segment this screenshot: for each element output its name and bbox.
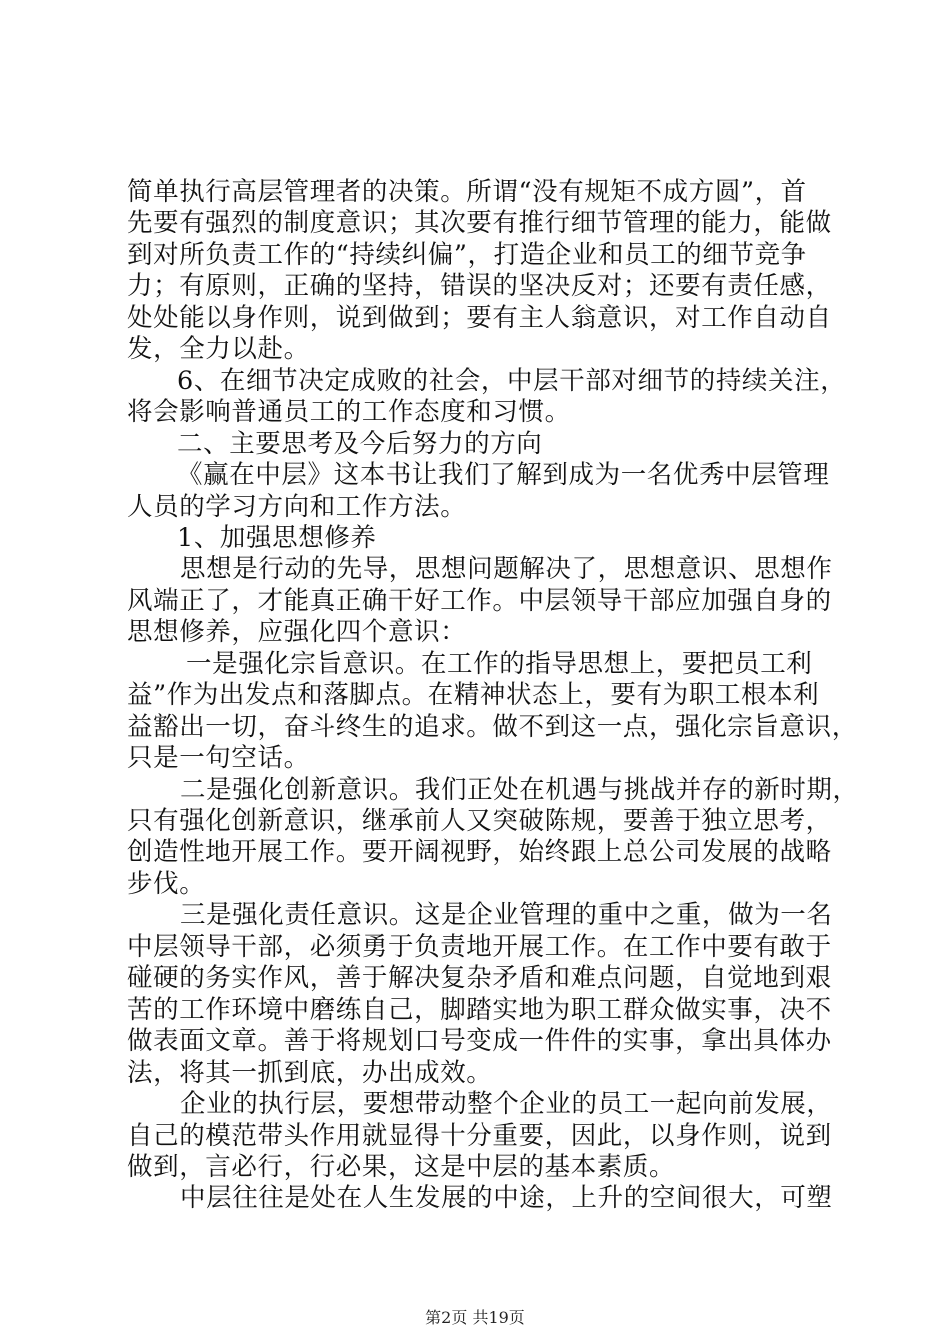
text-line: 到对所负责工作的“持续纠偏”，打造企业和员工的细节竞争 — [127, 239, 807, 270]
text-line: 中层领导干部，必须勇于负责地开展工作。在工作中要有敢于 — [127, 931, 832, 962]
text-line: 一是强化宗旨意识。在工作的指导思想上，要把员工利 — [186, 648, 813, 679]
text-line: 碰硬的务实作风，善于解决复杂矛盾和难点问题，自觉地到艰 — [127, 963, 832, 994]
text-line: 只是一句空话。 — [127, 743, 310, 774]
text-line: 风端正了，才能真正确干好工作。中层领导干部应加强自身的 — [127, 585, 832, 616]
text-line: 做到，言必行，行必果，这是中层的基本素质。 — [127, 1151, 676, 1182]
text-line: 企业的执行层，要想带动整个企业的员工一起向前发展， — [180, 1089, 833, 1120]
text-line: 自己的模范带头作用就显得十分重要，因此，以身作则，说到 — [127, 1120, 832, 1151]
text-line: 将会影响普通员工的工作态度和习惯。 — [127, 397, 571, 428]
text-line: 苦的工作环境中磨练自己，脚踏实地为职工群众做实事，决不 — [127, 994, 832, 1025]
page-number-footer: 第2页 共19页 — [425, 1308, 525, 1327]
text-line: 只有强化创新意识，继承前人又突破陈规，要善于独立思考， — [127, 806, 832, 836]
text-line: 三是强化责任意识。这是企业管理的重中之重，做为一名 — [180, 900, 833, 931]
text-line: 发，全力以赴。 — [127, 334, 310, 365]
text-line: 做表面文章。善于将规划口号变成一件件的实事，拿出具体办 — [127, 1026, 832, 1057]
text-line: 力；有原则，正确的坚持，错误的坚决反对；还要有责任感， — [127, 271, 832, 302]
text-line: 先要有强烈的制度意识；其次要有推行细节管理的能力，能做 — [127, 208, 832, 239]
text-line: 6、在细节决定成败的社会，中层干部对细节的持续关注， — [177, 365, 847, 396]
text-line: 益豁出一切，奋斗终生的追求。做不到这一点，强化宗旨意识， — [127, 711, 858, 742]
text-line: 人员的学习方向和工作方法。 — [127, 491, 467, 522]
text-line: 《赢在中层》这本书让我们了解到成为一名优秀中层管理 — [177, 460, 830, 491]
text-line: 法，将其一抓到底，办出成效。 — [127, 1057, 493, 1088]
text-line: 益”作为出发点和落脚点。在精神状态上，要有为职工根本利 — [127, 680, 820, 711]
section-heading: 二、主要思考及今后努力的方向 — [177, 428, 543, 459]
text-line: 处处能以身作则，说到做到；要有主人翁意识，对工作自动自 — [127, 302, 832, 333]
text-line: 创造性地开展工作。要开阔视野，始终跟上总公司发展的战略 — [127, 837, 832, 868]
text-line: 二是强化创新意识。我们正处在机遇与挑战并存的新时期， — [180, 774, 859, 805]
text-line: 简单执行高层管理者的决策。所谓“没有规矩不成方圆”，首 — [127, 177, 807, 207]
text-line: 中层往往是处在人生发展的中途，上升的空间很大，可塑 — [180, 1183, 833, 1214]
text-line: 步伐。 — [127, 868, 206, 899]
text-line: 思想是行动的先导，思想问题解决了，思想意识、思想作 — [180, 554, 833, 585]
subsection-heading: 1、加强思想修养 — [177, 522, 377, 553]
text-line: 思想修养，应强化四个意识： — [127, 617, 467, 648]
